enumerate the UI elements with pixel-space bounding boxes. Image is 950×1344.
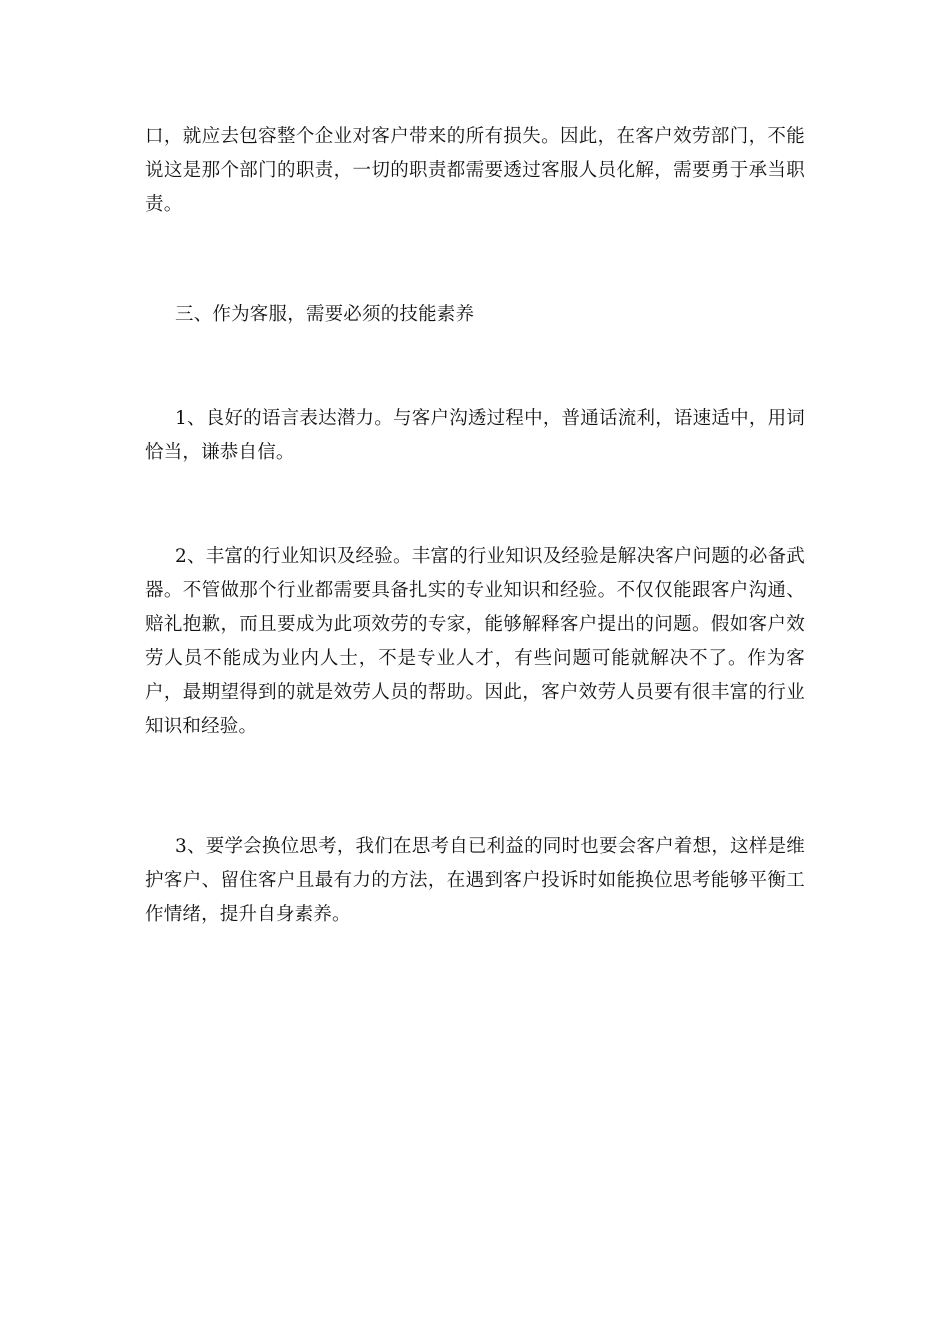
paragraph-continuation: 口，就应去包容整个企业对客户带来的所有损失。因此，在客户效劳部门，不能说这是那个部门的职责，一切的职责都需要透过客服人员化解，需要勇于承当职责。 (145, 126, 805, 215)
section-heading: 三、作为客服，需要必须的技能素养 (175, 304, 475, 325)
paragraph-item-1: 1、良好的语言表达潜力。与客户沟透过程中，普通话流利，语速适中，用词恰当，谦恭自信。 (145, 408, 805, 463)
paragraph-item-3: 3、要学会换位思考，我们在思考自已利益的同时也要会客户着想，这样是维护客户、留住客户且最有力的方法，在遇到客户投诉时如能换位思考能够平衡工作情绪，提升自身素养。 (145, 836, 805, 925)
paragraph-item-2: 2、丰富的行业知识及经验。丰富的行业知识及经验是解决客户问题的必备武器。不管做那个行业都需要具备扎实的专业知识和经验。不仅仅能跟客户沟通、赔礼抱歉，而且要成为此项效劳的专家，能够解释客户提出的问题。假如客户效劳人员不能成为业内人士，不是专业人才，有些问题可能就解决不了。作为客户，最期望得到的就是效劳人员的帮助。因此，客户效劳人员要有很丰富的行业知识和经验。 (145, 546, 805, 737)
